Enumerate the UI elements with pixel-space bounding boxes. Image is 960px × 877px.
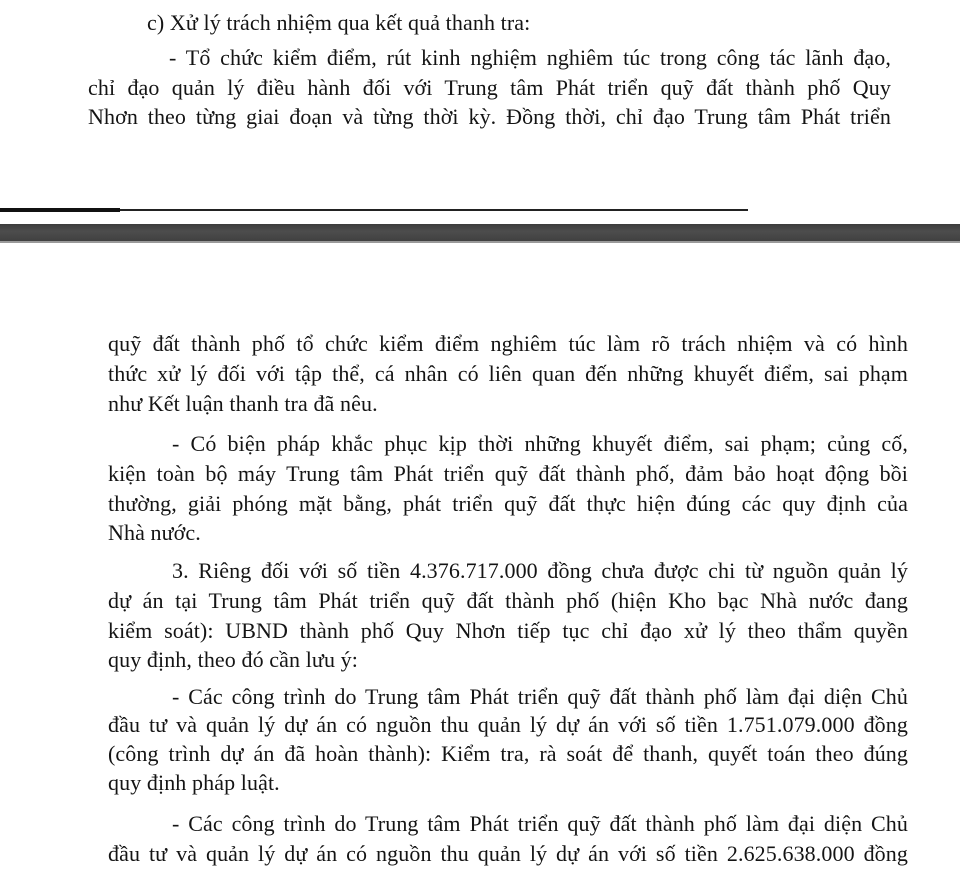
- paragraph-line: - Tổ chức kiểm điểm, rút kinh nghiệm nghiêm túc trong công tác lãnh đạo,: [169, 45, 891, 70]
- page-separator-band: [0, 224, 960, 242]
- paragraph-line: quy định, theo đó cần lưu ý:: [108, 647, 358, 672]
- paragraph-line: quy định pháp luật.: [108, 770, 280, 795]
- paragraph-line: - Các công trình do Trung tâm Phát triển quỹ đất thành phố làm đại diện Chủ: [172, 811, 908, 836]
- paragraph-line: Nhơn theo từng giai đoạn và từng thời kỳ. Đồng thời, chỉ đạo Trung tâm Phát triển: [88, 104, 891, 129]
- paragraph-line: như Kết luận thanh tra đã nêu.: [108, 391, 378, 416]
- paragraph-line: kiểm soát): UBND thành phố Quy Nhơn tiếp tục chỉ đạo xử lý theo thẩm quyền: [108, 618, 908, 643]
- paragraph-line: 3. Riêng đối với số tiền 4.376.717.000 đồng chưa được chi từ nguồn quản lý: [172, 558, 908, 583]
- section-heading: c) Xử lý trách nhiệm qua kết quả thanh tra:: [147, 10, 531, 35]
- page-separator-edge: [0, 241, 960, 243]
- paragraph-line: thức xử lý đối với tập thể, cá nhân có liên quan đến những khuyết điểm, sai phạm: [108, 361, 908, 386]
- page-bottom-rule-dark: [0, 208, 120, 212]
- paragraph-line: Nhà nước.: [108, 520, 201, 545]
- paragraph-line: - Các công trình do Trung tâm Phát triển quỹ đất thành phố làm đại diện Chủ: [172, 684, 908, 709]
- paragraph-line: dự án tại Trung tâm Phát triển quỹ đất thành phố (hiện Kho bạc Nhà nước đang: [108, 588, 908, 613]
- paragraph-line: thường, giải phóng mặt bằng, phát triển quỹ đất thực hiện đúng các quy định của: [108, 491, 908, 516]
- paragraph-line: (công trình dự án đã hoàn thành): Kiểm tra, rà soát để thanh, quyết toán theo đúng: [108, 741, 908, 766]
- paragraph-line: chỉ đạo quản lý điều hành đối với Trung tâm Phát triển quỹ đất thành phố Quy: [88, 75, 891, 100]
- paragraph-line: kiện toàn bộ máy Trung tâm Phát triển quỹ đất thành phố, đảm bảo hoạt động bồi: [108, 461, 908, 486]
- paragraph-line: - Có biện pháp khắc phục kịp thời những khuyết điểm, sai phạm; củng cố,: [172, 431, 908, 456]
- paragraph-line: đầu tư và quản lý dự án có nguồn thu quản lý dự án với số tiền 2.625.638.000 đồng: [108, 841, 908, 866]
- paragraph-line: đầu tư và quản lý dự án có nguồn thu quản lý dự án với số tiền 1.751.079.000 đồng: [108, 712, 908, 737]
- paragraph-line: quỹ đất thành phố tổ chức kiểm điểm nghiêm túc làm rõ trách nhiệm và có hình: [108, 331, 908, 356]
